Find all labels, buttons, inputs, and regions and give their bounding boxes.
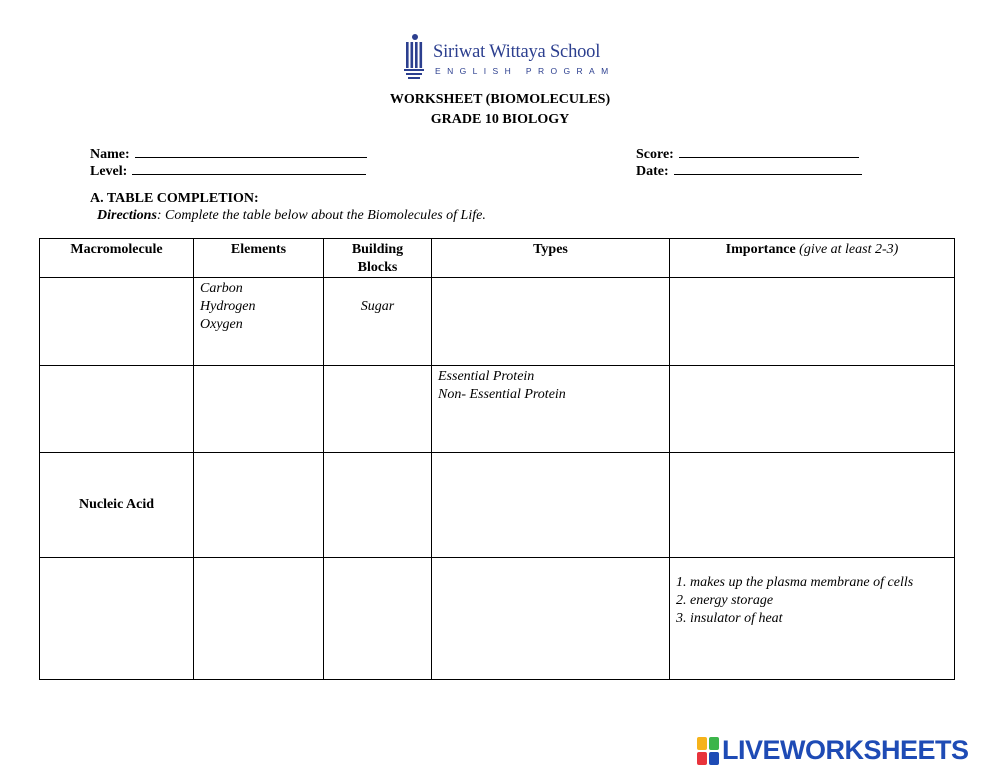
- table-header-row: [40, 239, 955, 278]
- element-item: Oxygen: [200, 317, 243, 332]
- school-logo: [402, 33, 615, 81]
- cell-building-blocks-3[interactable]: [324, 453, 432, 558]
- cell-importance-4[interactable]: [670, 558, 955, 680]
- worksheet-subtitle: GRADE 10 BIOLOGY: [430, 112, 570, 127]
- cell-elements-1[interactable]: [194, 278, 324, 366]
- cell-types-1[interactable]: [432, 278, 670, 366]
- header-building-blocks: [324, 239, 432, 278]
- date-label: Date:: [636, 164, 669, 179]
- liveworksheets-logo: [697, 734, 997, 768]
- biomolecules-table: [39, 238, 955, 680]
- date-blank[interactable]: [674, 162, 862, 175]
- header-importance: [670, 239, 955, 278]
- school-program: ENGLISH PROGRAM: [435, 66, 615, 76]
- header-importance-label: Importance: [725, 242, 796, 257]
- element-item: Hydrogen: [200, 299, 256, 314]
- name-blank[interactable]: [135, 145, 367, 158]
- header-building-blocks-line1: Building: [351, 242, 404, 257]
- cell-building-blocks-1[interactable]: [324, 278, 432, 366]
- cell-elements-4[interactable]: [194, 558, 324, 680]
- cell-macromolecule-3: Nucleic Acid: [40, 453, 194, 558]
- building-block-text: Sugar: [360, 299, 395, 314]
- worksheet-title: WORKSHEET (BIOMOLECULES): [389, 92, 611, 107]
- cell-building-blocks-2[interactable]: [324, 366, 432, 453]
- date-field: [636, 162, 862, 180]
- level-blank[interactable]: [132, 162, 366, 175]
- header-elements: Elements: [194, 239, 324, 278]
- header-types: Types: [432, 239, 670, 278]
- table-row: [40, 278, 955, 366]
- level-label: Level:: [90, 164, 128, 179]
- type-item: Non- Essential Protein: [438, 387, 566, 402]
- importance-item: 3. insulator of heat: [676, 611, 783, 626]
- section-heading: A. TABLE COMPLETION:: [90, 191, 259, 206]
- cell-macromolecule-4[interactable]: [40, 558, 194, 680]
- name-label: Name:: [90, 147, 130, 162]
- cell-elements-3[interactable]: [194, 453, 324, 558]
- liveworksheets-badge-icon: [697, 737, 719, 765]
- school-name: Siriwat Wittaya School: [433, 42, 601, 62]
- header-building-blocks-line2: Blocks: [357, 260, 398, 275]
- directions: [97, 208, 486, 224]
- cell-importance-2[interactable]: [670, 366, 955, 453]
- cell-types-3[interactable]: [432, 453, 670, 558]
- cell-elements-2[interactable]: [194, 366, 324, 453]
- table-row: [40, 558, 955, 680]
- cell-importance-1[interactable]: [670, 278, 955, 366]
- score-blank[interactable]: [679, 145, 859, 158]
- table-row: [40, 366, 955, 453]
- header-macromolecule: Macromolecule: [40, 239, 194, 278]
- importance-item: 2. energy storage: [676, 593, 774, 608]
- score-label: Score:: [636, 147, 674, 162]
- directions-label: Directions: [97, 208, 157, 223]
- table-row: [40, 453, 955, 558]
- cell-macromolecule-2[interactable]: [40, 366, 194, 453]
- name-field: [90, 145, 367, 163]
- cell-macromolecule-1[interactable]: [40, 278, 194, 366]
- level-field: [90, 162, 366, 180]
- directions-text: : Complete the table below about the Biomolecules of Life.: [156, 208, 486, 223]
- importance-item: 1. makes up the plasma membrane of cells: [676, 575, 914, 590]
- type-item: Essential Protein: [438, 369, 535, 384]
- cell-types-4[interactable]: [432, 558, 670, 680]
- score-field: [636, 145, 859, 163]
- cell-types-2[interactable]: [432, 366, 670, 453]
- liveworksheets-wordmark: LIVEWORKSHEETS: [722, 735, 969, 765]
- element-item: Carbon: [200, 281, 243, 296]
- header-importance-hint: (give at least 2-3): [799, 242, 899, 257]
- cell-building-blocks-4[interactable]: [324, 558, 432, 680]
- school-emblem-icon: [402, 33, 428, 79]
- cell-importance-3[interactable]: [670, 453, 955, 558]
